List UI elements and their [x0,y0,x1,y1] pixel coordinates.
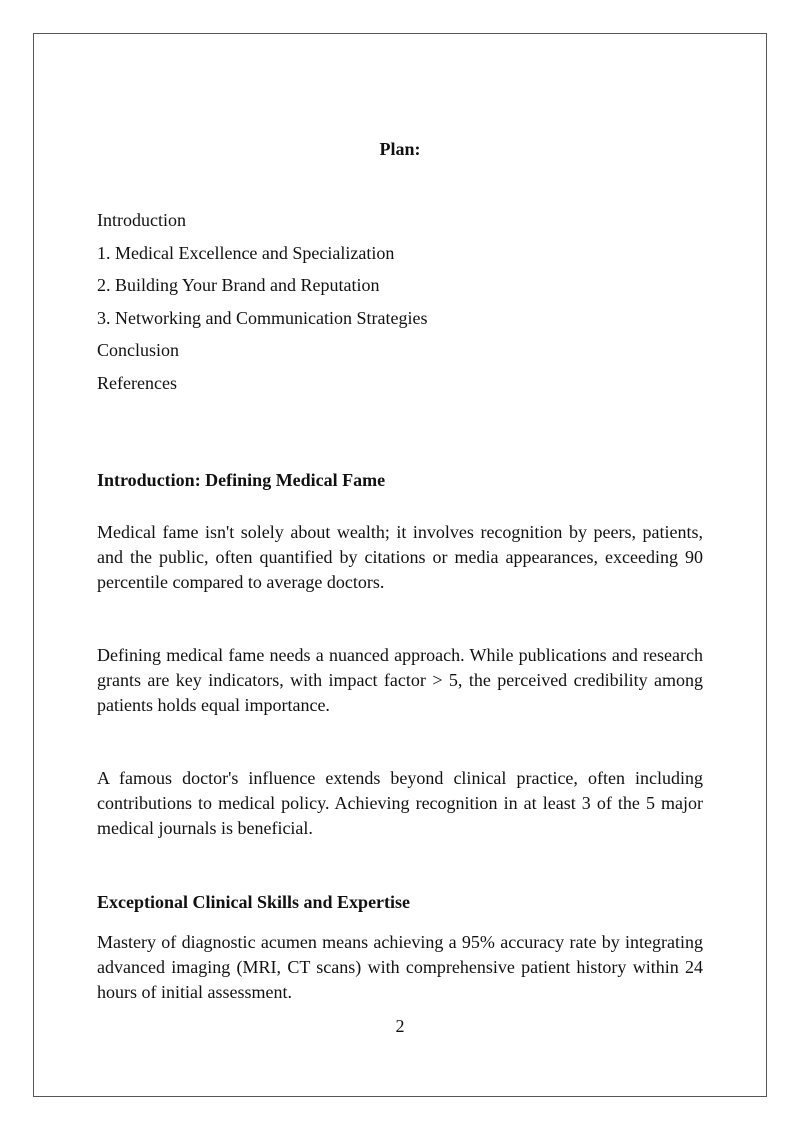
paragraph: Mastery of diagnostic acumen means achieving a 95% accuracy rate by integrating advanced imaging (MRI, CT scans) with comprehensive patient history within 24 hours of initial assessment. [97,932,703,1002]
toc-item-references: References [97,372,177,393]
page-number: 2 [395,1016,405,1036]
paragraph: A famous doctor's influence extends beyond clinical practice, often including contributions to medical policy. Achieving recognition in at least 3 of the 5 major medical journals is beneficial. [97,768,703,838]
paragraph: Medical fame isn't solely about wealth; it involves recognition by peers, patients, and the public, often quantified by citations or media appearances, exceeding 90 percentile compared to average doctors. [97,522,703,592]
toc-item-medical-excellence: 1. Medical Excellence and Specialization [97,242,395,263]
table-of-contents [97,209,703,404]
plan-title: Plan: [379,139,421,159]
toc-item-networking: 3. Networking and Communication Strategies [97,307,428,328]
section-heading-clinical-skills: Exceptional Clinical Skills and Expertise [97,892,411,912]
toc-item-introduction: Introduction [97,210,186,230]
toc-item-conclusion: Conclusion [97,340,180,360]
section-heading-introduction: Introduction: Defining Medical Fame [97,470,386,490]
toc-item-building-brand: 2. Building Your Brand and Reputation [97,275,380,295]
paragraph: Defining medical fame needs a nuanced approach. While publications and research grants are key indicators, with impact factor > 5, the perceived credibility among patients holds equal importance. [97,645,703,715]
